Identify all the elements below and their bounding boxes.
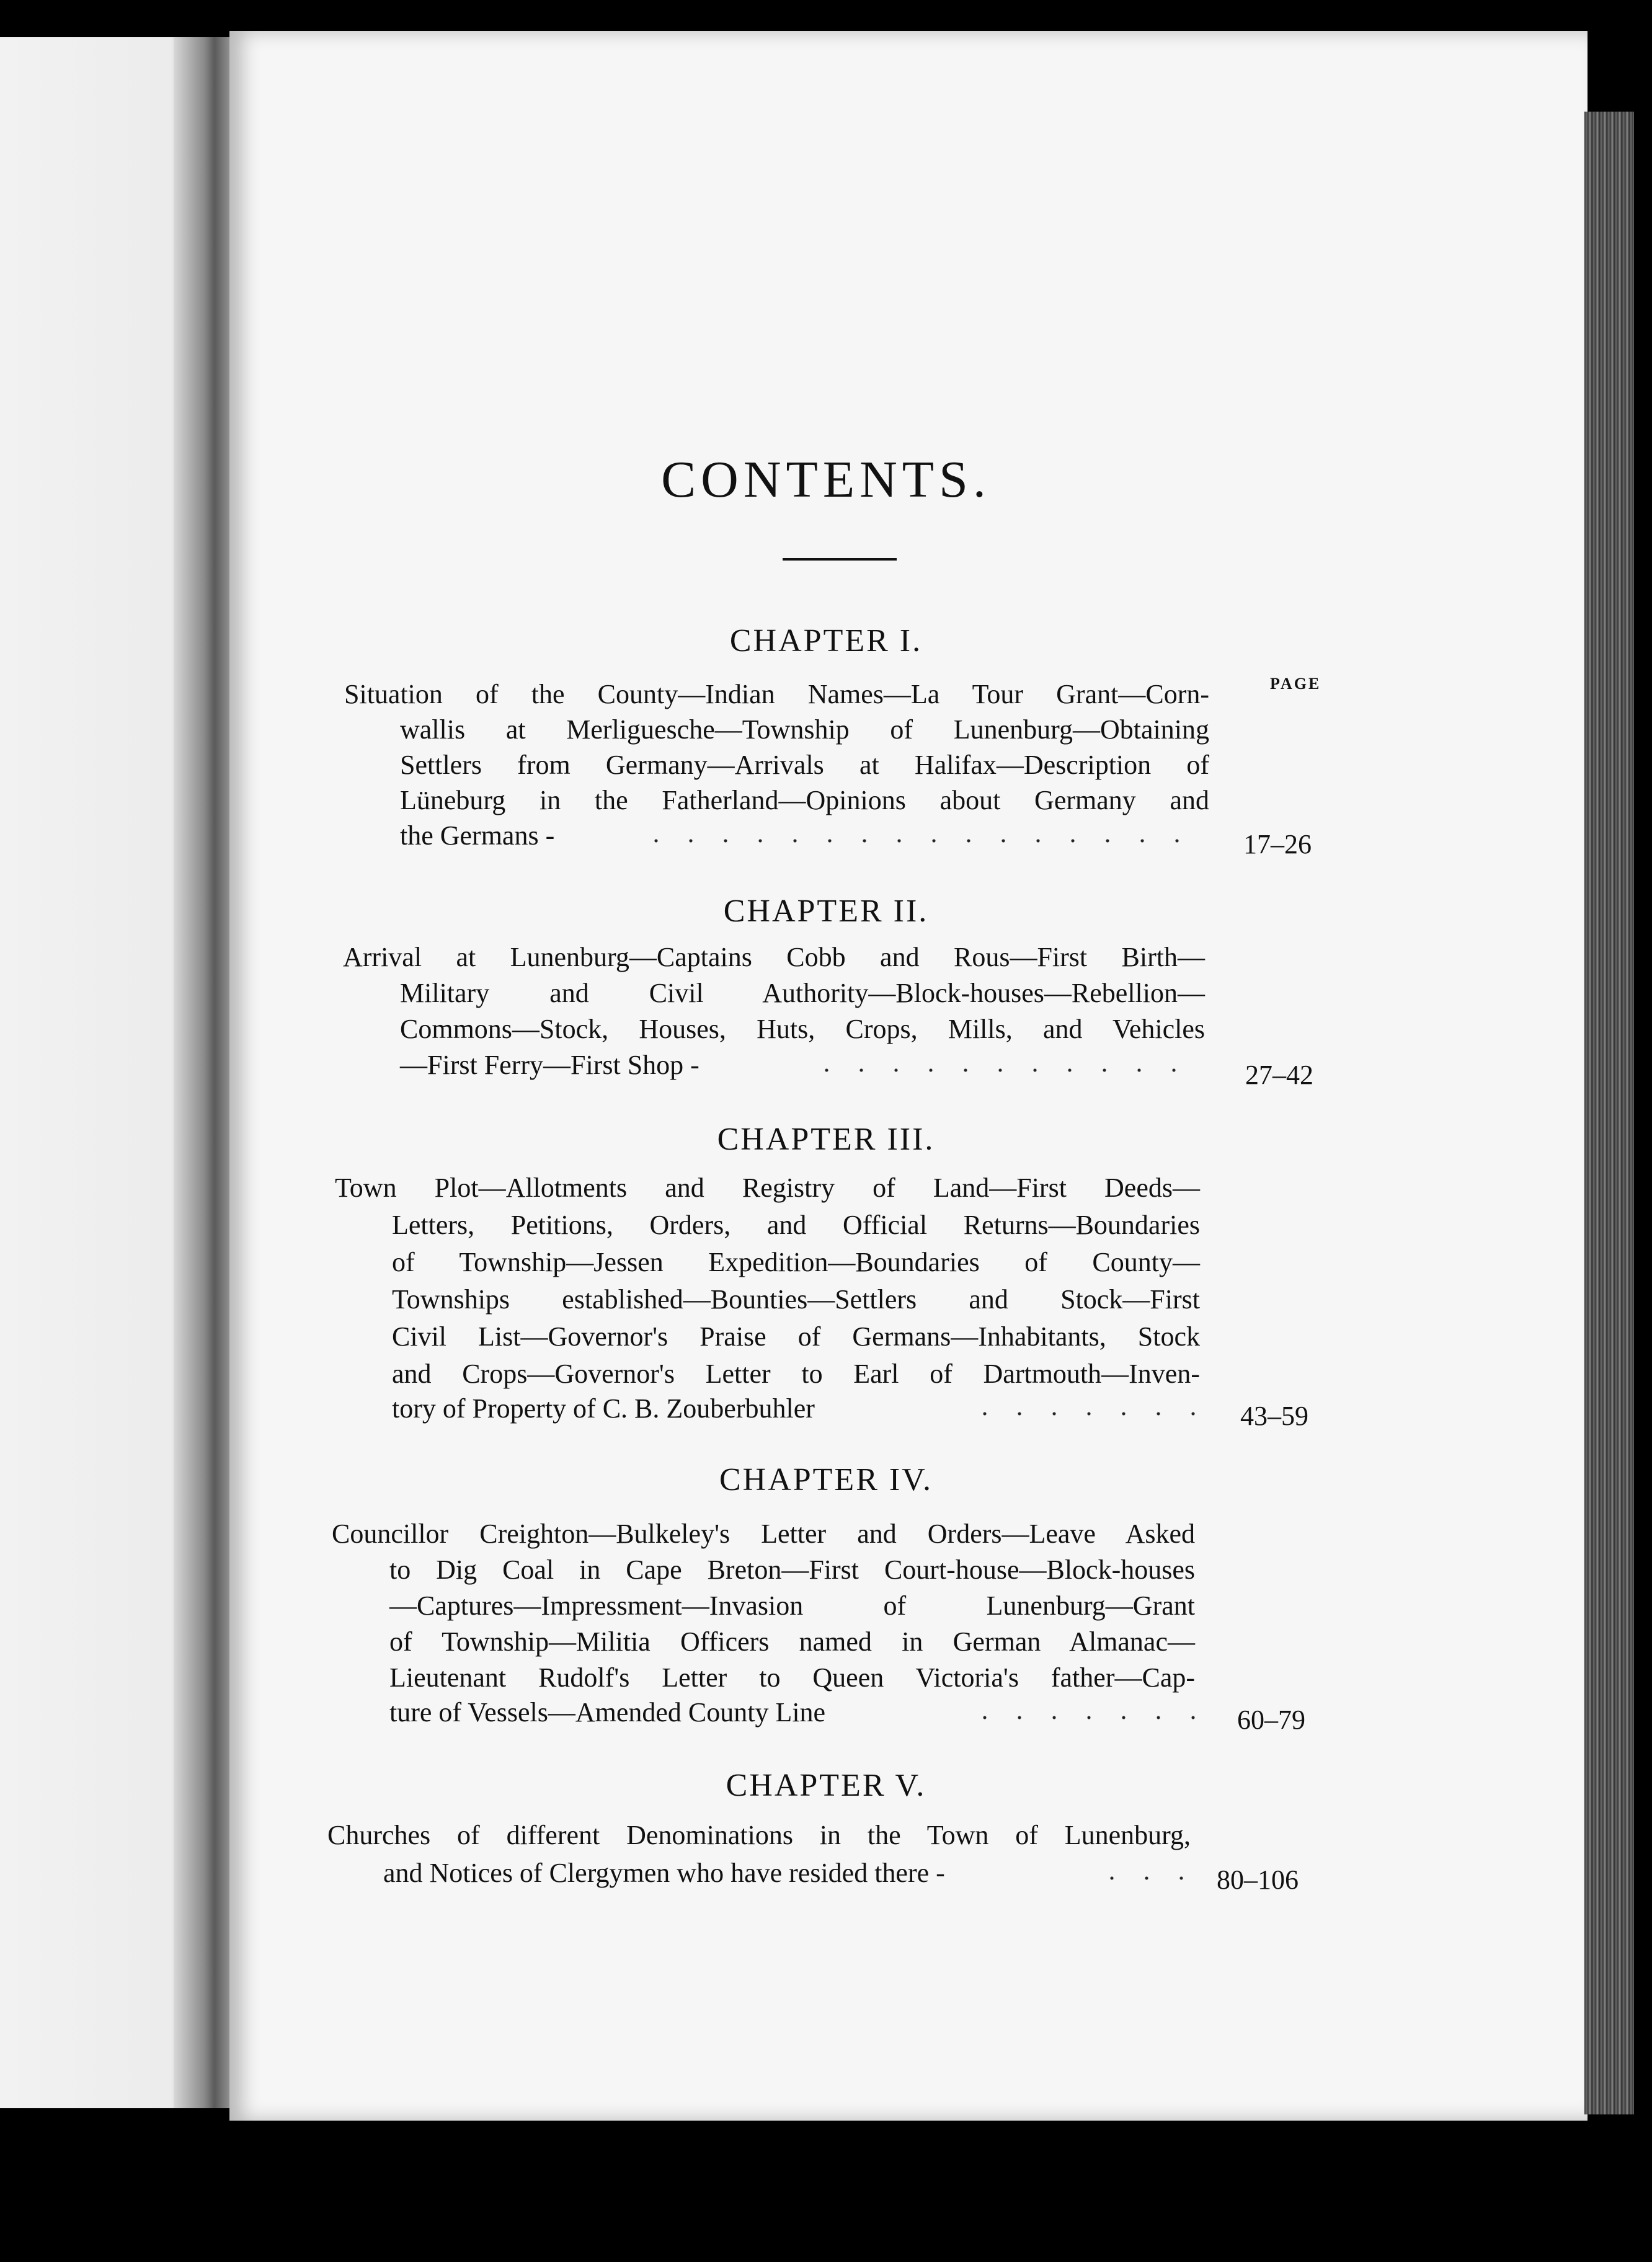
chapter-2-leader-dots xyxy=(809,1068,1206,1072)
page-title: CONTENTS. xyxy=(661,451,991,508)
chapter-2-heading: CHAPTER II. xyxy=(723,894,929,929)
chapter-2-line-4: —First Ferry—First Shop - xyxy=(400,1050,699,1080)
chapter-5-line-1: Churches of different Denominations in the Town of Lunenburg, xyxy=(327,1820,1191,1850)
chapter-4-line-6: ture of Vessels—Amended County Line xyxy=(389,1697,826,1728)
title-rule xyxy=(783,558,897,561)
chapter-1-line-3: Settlers from Germany—Arrivals at Halifax—Description of xyxy=(400,750,1209,780)
chapter-4-line-1: Councillor Creighton—Bulkeley's Letter and Orders—Leave Asked xyxy=(332,1519,1195,1549)
chapter-4-leader-dots xyxy=(967,1716,1197,1719)
page-edges xyxy=(1584,112,1634,2114)
chapter-1-line-5: the Germans - xyxy=(400,820,555,851)
chapter-2-line-3: Commons—Stock, Houses, Huts, Crops, Mills, and Vehicles xyxy=(400,1014,1205,1044)
chapter-3-line-3: of Township—Jessen Expedition—Boundaries of County— xyxy=(392,1247,1200,1277)
chapter-3-line-6: and Crops—Governor's Letter to Earl of Dartmouth—Inven- xyxy=(392,1359,1200,1389)
chapter-3-line-4: Townships established—Bounties—Settlers and Stock—First xyxy=(392,1284,1200,1315)
chapter-5-heading: CHAPTER V. xyxy=(726,1768,926,1803)
chapter-1-heading: CHAPTER I. xyxy=(729,623,923,659)
chapter-1-pages: 17–26 xyxy=(1243,829,1312,859)
chapter-4-line-3: —Captures—Impressment—Invasion of Lunenburg—Grant xyxy=(389,1590,1195,1621)
page-column-label: PAGE xyxy=(1270,675,1321,693)
chapter-5-leader-dots xyxy=(1095,1876,1194,1880)
chapter-3-line-5: Civil List—Governor's Praise of Germans—Inhabitants, Stock xyxy=(392,1321,1200,1352)
chapter-2-line-2: Military and Civil Authority—Block-houses—Rebellion— xyxy=(400,978,1205,1008)
chapter-4-heading: CHAPTER IV. xyxy=(719,1462,933,1497)
chapter-5-line-2: and Notices of Clergymen who have resided there - xyxy=(383,1858,945,1888)
chapter-4-line-5: Lieutenant Rudolf's Letter to Queen Victoria's father—Cap- xyxy=(389,1662,1195,1693)
chapter-4-pages: 60–79 xyxy=(1237,1705,1305,1735)
chapter-2-line-1: Arrival at Lunenburg—Captains Cobb and Rous—First Birth— xyxy=(343,942,1205,972)
chapter-3-line-1: Town Plot—Allotments and Registry of Land—First Deeds— xyxy=(335,1173,1200,1203)
chapter-3-line-7: tory of Property of C. B. Zouberbuhler xyxy=(392,1393,815,1424)
chapter-3-leader-dots xyxy=(967,1412,1203,1416)
chapter-2-pages: 27–42 xyxy=(1245,1060,1313,1090)
chapter-3-pages: 43–59 xyxy=(1240,1401,1308,1431)
chapter-4-line-2: to Dig Coal in Cape Breton—First Court-house—Block-houses xyxy=(389,1555,1195,1585)
chapter-5-pages: 80–106 xyxy=(1217,1865,1299,1895)
chapter-3-heading: CHAPTER III. xyxy=(717,1122,935,1157)
chapter-4-line-4: of Township—Militia Officers named in German Almanac— xyxy=(389,1626,1195,1657)
chapter-1-line-2: wallis at Merliguesche—Township of Lunenburg—Obtaining xyxy=(400,714,1209,745)
chapter-1-line-1: Situation of the County—Indian Names—La Tour Grant—Corn- xyxy=(344,679,1209,709)
chapter-3-line-2: Letters, Petitions, Orders, and Official Returns—Boundaries xyxy=(392,1210,1200,1240)
chapter-1-line-4: Lüneburg in the Fatherland—Opinions about Germany and xyxy=(400,785,1209,815)
chapter-1-leader-dots xyxy=(639,839,1209,843)
